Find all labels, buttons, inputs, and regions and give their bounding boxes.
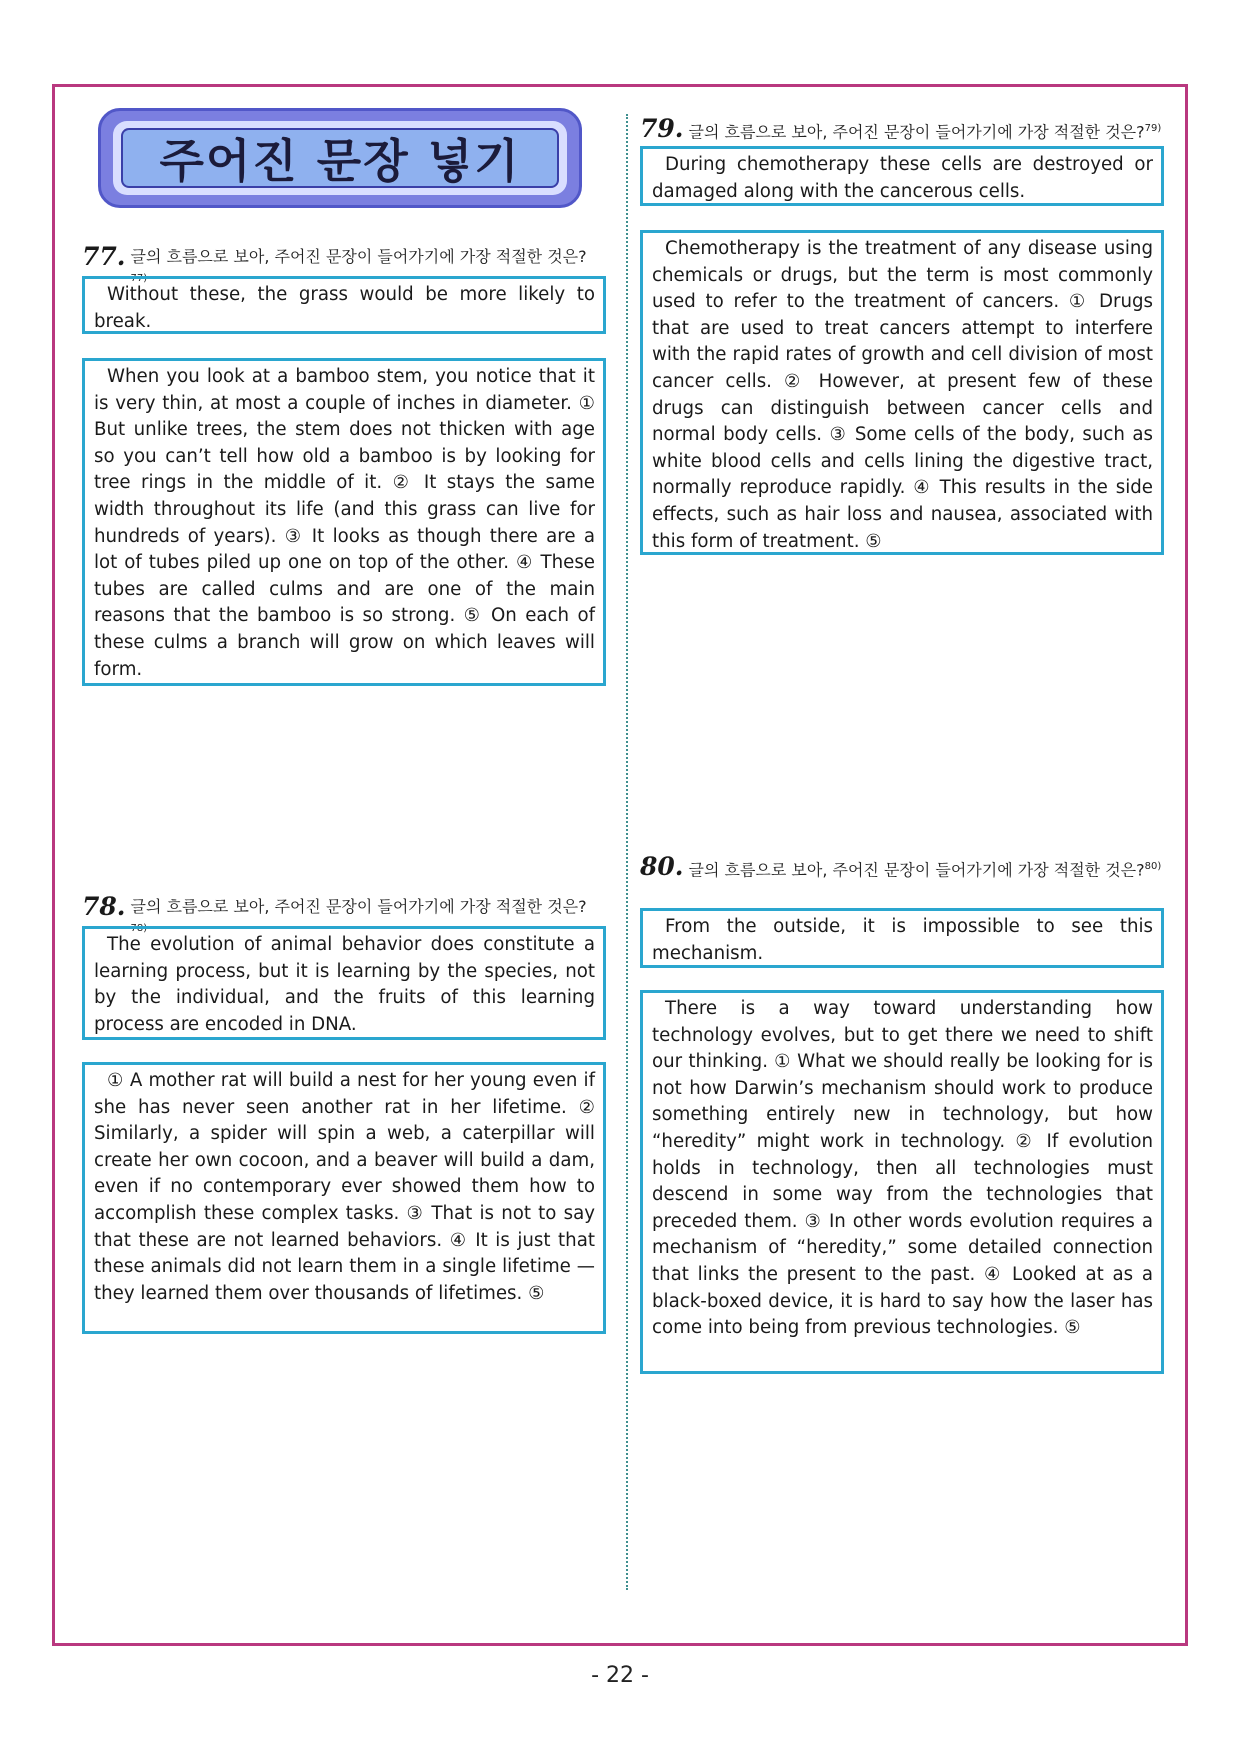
question-prompt: 글의 흐름으로 보아, 주어진 문장이 들어가기에 가장 적절한 것은?$^{79)}$ bbox=[688, 122, 1162, 142]
question-77-passage: When you look at a bamboo stem, you notice that it is very thin, at most a couple of inches in diameter. ① But unlike trees, the stem does not thicken with age so you can’t tell how old a bamboo is by looking for tree rings in the middle of it. ② It stays the same width throughout its life (and this grass can live for hundreds of years). ③ It looks as though there are a lot of tubes piled up one on top of the other. ④ These tubes are called culms and are one of the main reasons that the bamboo is so strong. ⑤ On each of these culms a branch will grow on which leaves will form. bbox=[82, 358, 606, 686]
question-77-given-sentence: Without these, the grass would be more likely to break. bbox=[82, 276, 606, 334]
question-79-given-sentence: During chemotherapy these cells are destroyed or damaged along with the cancerous cells. bbox=[640, 146, 1164, 206]
footnote-mark: 77) bbox=[130, 273, 148, 284]
question-80-given-sentence: From the outside, it is impossible to see this mechanism. bbox=[640, 908, 1164, 968]
question-78-given-sentence: The evolution of animal behavior does constitute a learning process, but it is learning by the species, not by the individual, and the fruits of this learning process are encoded in DNA. bbox=[82, 926, 606, 1040]
page-number: - 22 - bbox=[591, 1663, 649, 1688]
question-number: 77. bbox=[82, 242, 126, 271]
question-prompt: 글의 흐름으로 보아, 주어진 문장이 들어가기에 가장 적절한 것은?$^{78)}$ bbox=[130, 897, 587, 934]
question-number: 79. bbox=[640, 114, 684, 143]
question-78-passage: ① A mother rat will build a nest for her young even if she has never seen another rat in her lifetime. ② Similarly, a spider will spin a web, a caterpillar will create her own cocoon, and a beaver will build a dam, even if no contemporary ever showed them how to accomplish these complex tasks. ③ That is not to say that these are not learned behaviors. ④ It is just that these animals did not learn them in a single lifetime — they learned them over thousands of lifetimes. ⑤ bbox=[82, 1062, 606, 1334]
question-80-header bbox=[640, 852, 1168, 881]
question-79-passage: Chemotherapy is the treatment of any disease using chemicals or drugs, but the term is most commonly used to refer to the treatment of cancers. ① Drugs that are used to treat cancers attempt to interfere with the rapid rates of growth and cell division of most cancer cells. ② However, at present few of these drugs can distinguish between cancer cells and normal body cells. ③ Some cells of the body, such as white blood cells and cells lining the digestive tract, normally reproduce rapidly. ④ This results in the side effects, such as hair loss and nausea, associated with this form of treatment. ⑤ bbox=[640, 230, 1164, 555]
question-number: 80. bbox=[640, 852, 684, 881]
section-title: 주어진 문장 넣기 bbox=[159, 134, 521, 188]
question-80-passage: There is a way toward understanding how technology evolves, but to get there we need to shift our thinking. ① What we should really be looking for is not how Darwin’s mechanism should work to produce something entirely new in technology, but how “heredity” might work in technology. ② If evolution holds in technology, then all technologies must descend in some way from the technologies that preceded them. ③ In other words evolution requires a mechanism of “heredity,” some detailed connection that links the present to the past. ④ Looked at as a black-boxed device, it is hard to say how the laser has come into being from previous technologies. ⑤ bbox=[640, 990, 1164, 1374]
question-prompt: 글의 흐름으로 보아, 주어진 문장이 들어가기에 가장 적절한 것은?$^{77)}$ bbox=[130, 247, 587, 284]
footnote-mark: 78) bbox=[130, 923, 148, 934]
footnote-mark: 79) bbox=[1144, 123, 1162, 134]
question-prompt: 글의 흐름으로 보아, 주어진 문장이 들어가기에 가장 적절한 것은?$^{80)}$ bbox=[688, 860, 1162, 880]
question-79-header bbox=[640, 114, 1168, 143]
footnote-mark: 80) bbox=[1144, 861, 1162, 872]
column-divider bbox=[626, 114, 628, 1590]
question-number: 78. bbox=[82, 892, 126, 921]
section-title-badge bbox=[98, 108, 582, 208]
